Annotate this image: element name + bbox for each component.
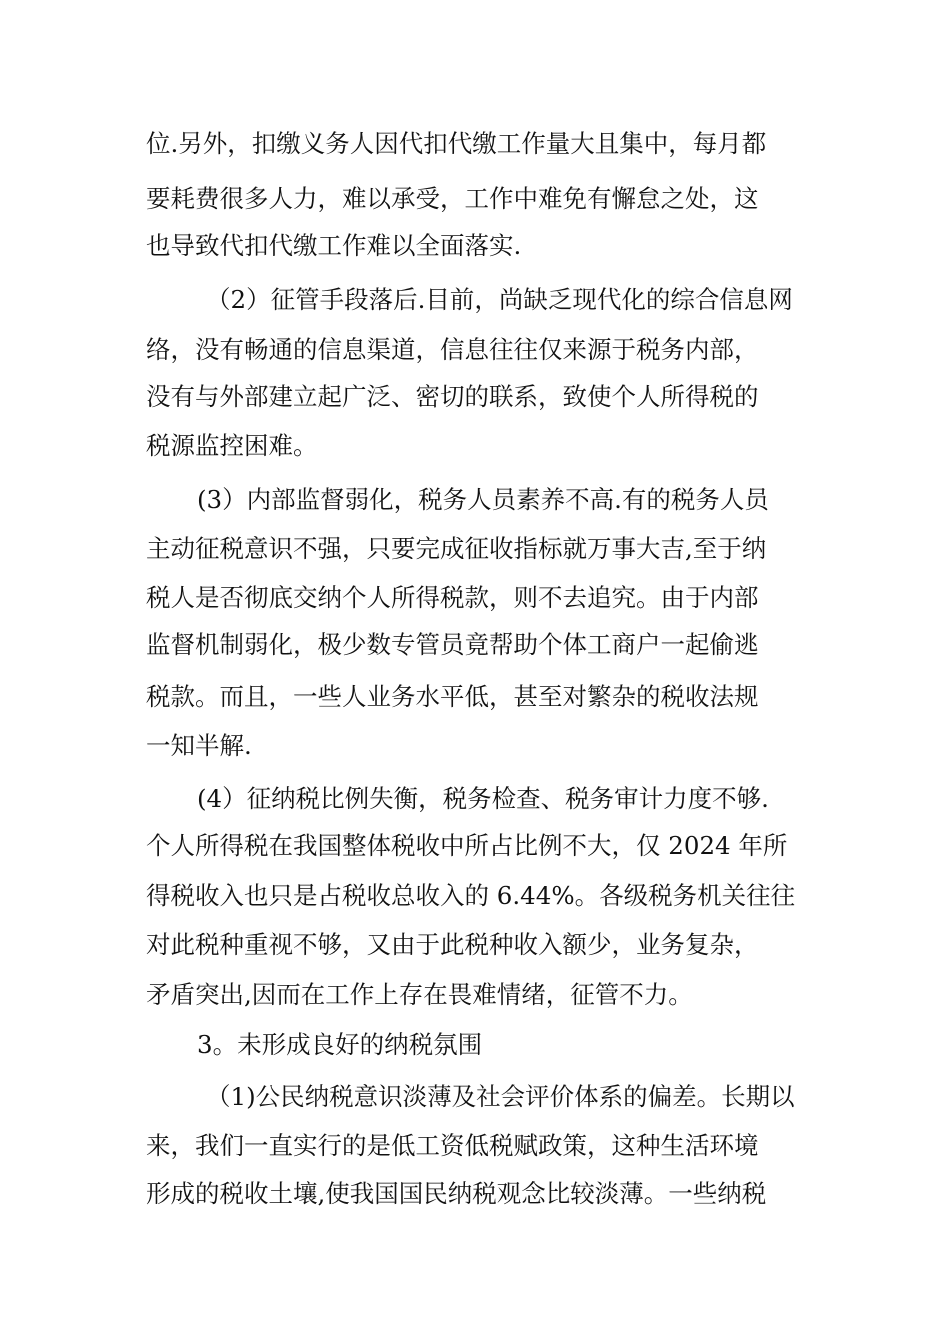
paragraph-line: 对此税种重视不够，又由于此税种收入额少，业务复杂， [146,930,759,959]
paragraph-line: 个人所得税在我国整体税收中所占比例不大，仅 2024 年所 [146,831,788,860]
paragraph-line: 也导致代扣代缴工作难以全面落实. [146,231,522,260]
paragraph-line: 络，没有畅通的信息渠道，信息往往仅来源于税务内部， [146,335,759,364]
paragraph-line: 矛盾突出,因而在工作上存在畏难情绪，征管不力。 [146,980,693,1009]
paragraph-line: 税源监控困难。 [146,431,318,460]
paragraph-line: 一知半解. [146,731,252,760]
paragraph-line: 来，我们一直实行的是低工资低税赋政策，这种生活环境 [146,1131,759,1160]
paragraph-line: (3）内部监督弱化，税务人员素养不高.有的税务人员 [197,485,769,514]
section-heading: 3。未形成良好的纳税氛围 [197,1030,483,1059]
paragraph-line: 位.另外，扣缴义务人因代扣代缴工作量大且集中，每月都 [146,129,767,158]
paragraph-line: （2）征管手段落后.目前，尚缺乏现代化的综合信息网 [206,285,793,314]
paragraph-line: (4）征纳税比例失衡，税务检查、税务审计力度不够. [197,784,769,813]
paragraph-line: 得税收入也只是占税收总收入的 6.44%。各级税务机关往往 [146,881,796,910]
paragraph-line: 要耗费很多人力，难以承受，工作中难免有懈怠之处，这 [146,184,759,213]
paragraph-line: 没有与外部建立起广泛、密切的联系，致使个人所得税的 [146,382,759,411]
paragraph-line: 主动征税意识不强，只要完成征收指标就万事大吉,至于纳 [146,534,767,563]
paragraph-line: 税款。而且，一些人业务水平低，甚至对繁杂的税收法规 [146,682,759,711]
paragraph-line: 税人是否彻底交纳个人所得税款，则不去追究。由于内部 [146,583,759,612]
paragraph-line: 形成的税收土壤,使我国国民纳税观念比较淡薄。一些纳税 [146,1179,767,1208]
paragraph-line: （1)公民纳税意识淡薄及社会评价体系的偏差。长期以 [206,1082,795,1111]
paragraph-line: 监督机制弱化，极少数专管员竟帮助个体工商户一起偷逃 [146,630,759,659]
